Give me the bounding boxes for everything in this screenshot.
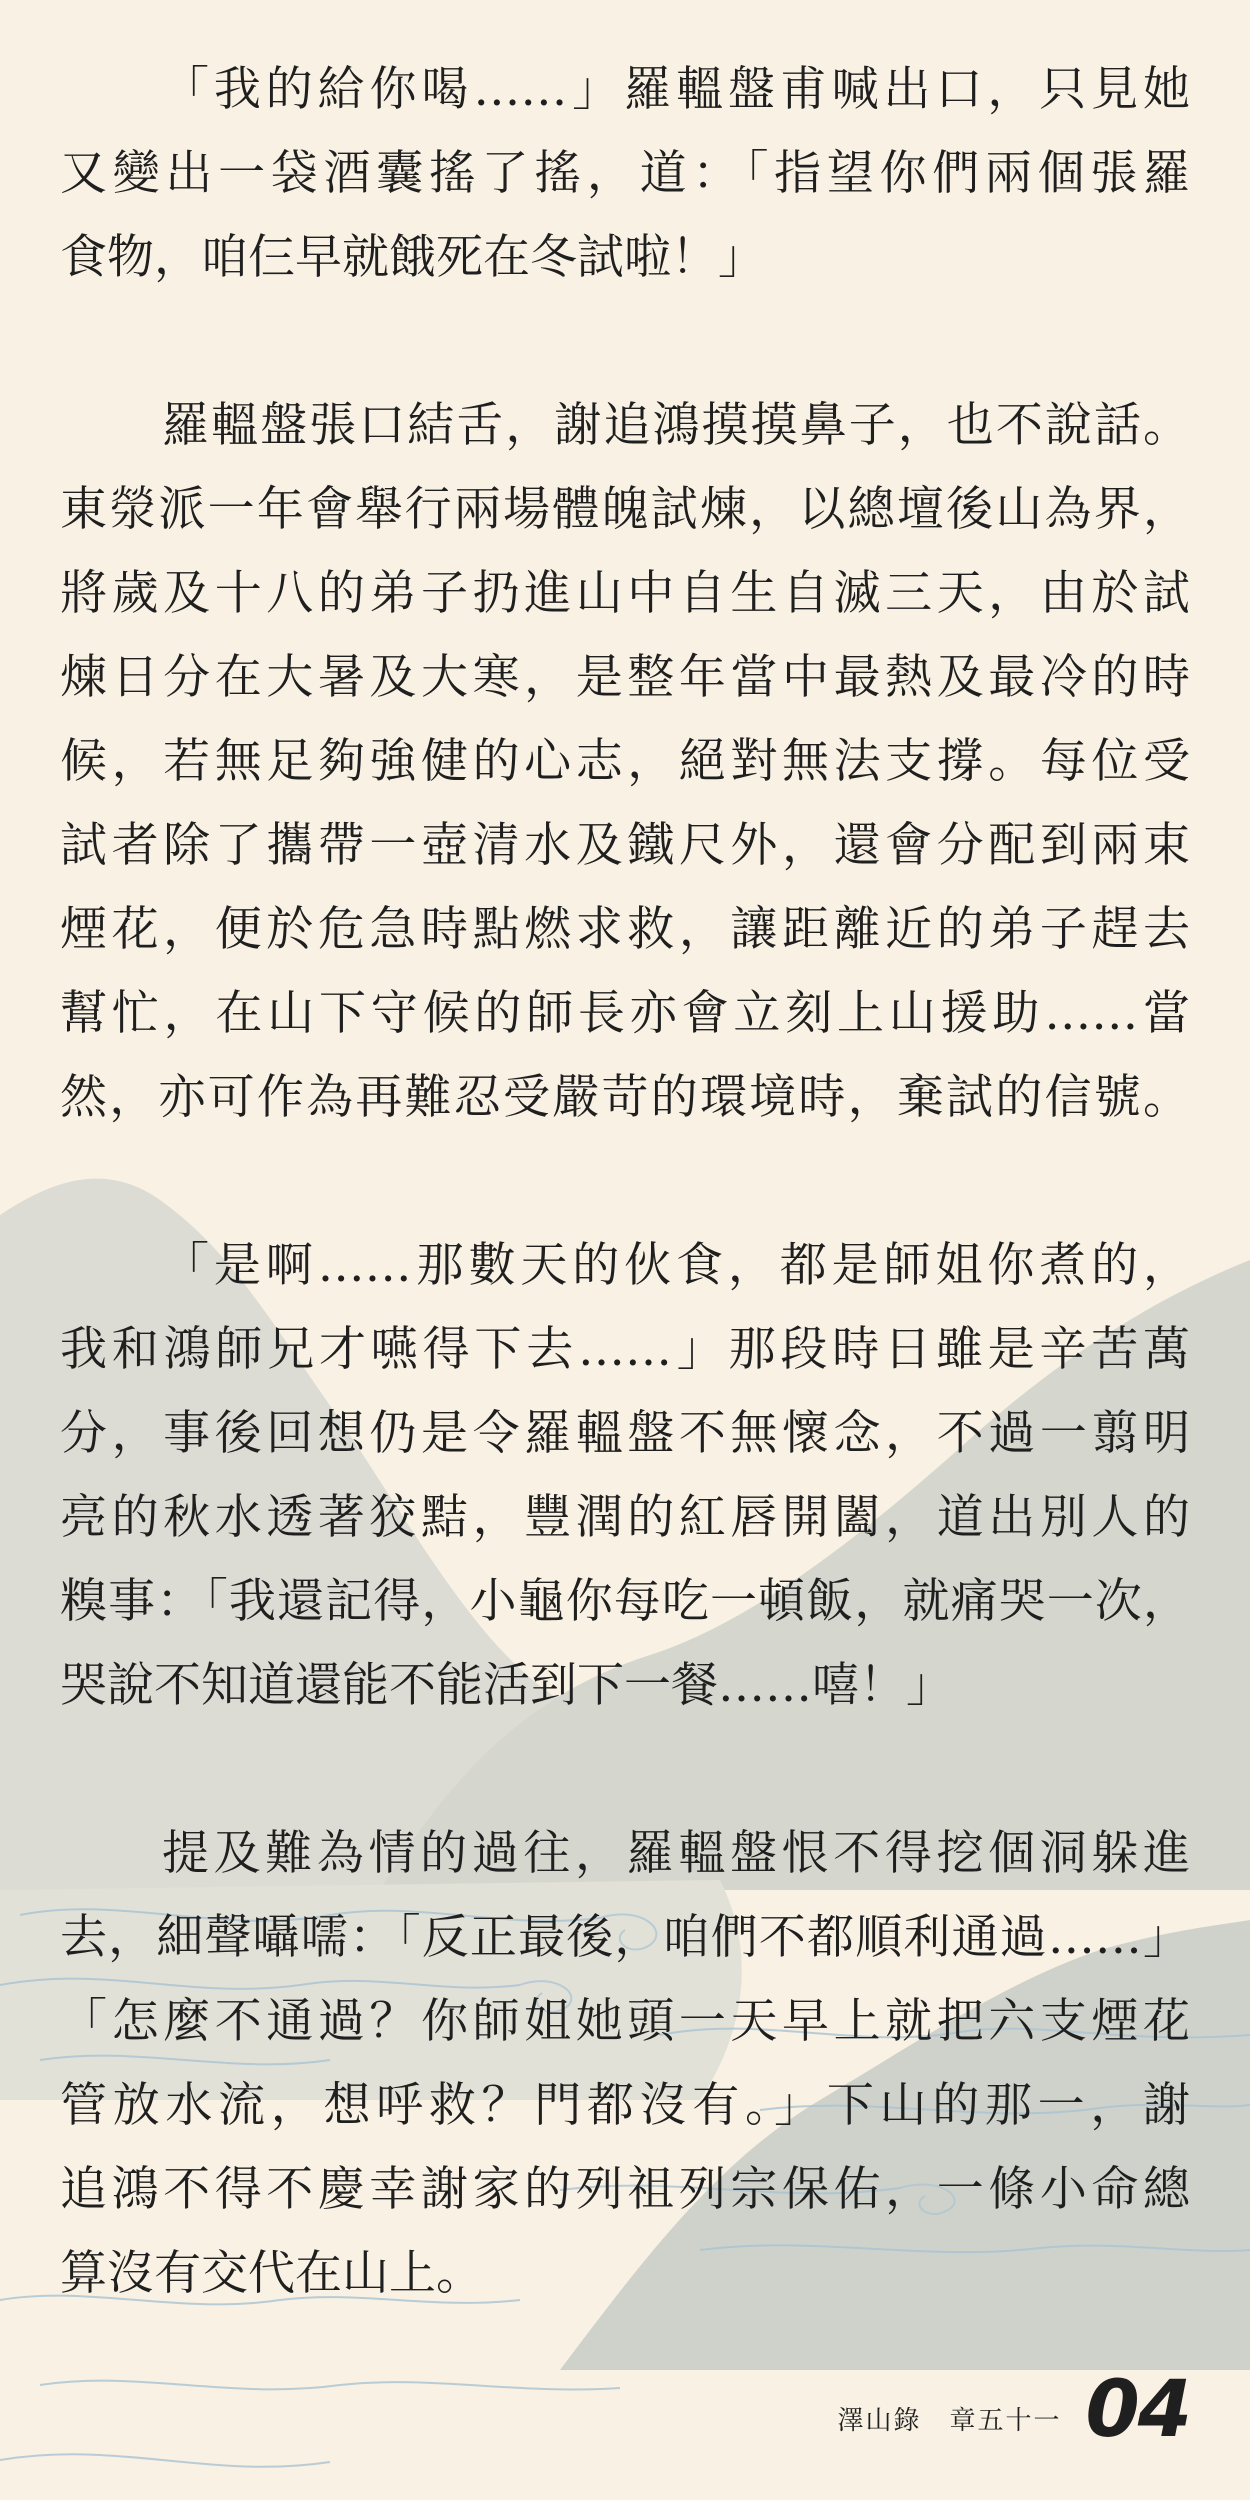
text-line: 糗事：「我還記得，小龜你每吃一頓飯，就痛哭一次， <box>60 1574 1190 1629</box>
text-line: 我和鴻師兄才嚥得下去……」那段時日雖是辛苦萬 <box>60 1322 1190 1377</box>
text-line: 「怎麼不通過？你師姐她頭一天早上就把六支煙花 <box>60 1994 1190 2049</box>
text-line: 哭說不知道還能不能活到下一餐……嘻！」 <box>60 1658 953 1713</box>
text-line: 管放水流，想呼救？門都沒有。」下山的那一，謝 <box>60 2078 1190 2133</box>
text-line: 去，細聲囁嚅：「反正最後，咱們不都順利通過……」 <box>60 1910 1190 1965</box>
text-line: 候，若無足夠強健的心志，絕對無法支撐。每位受 <box>60 734 1190 789</box>
text-line: 「是啊……那數天的伙食，都是師姐你煮的， <box>162 1238 1190 1293</box>
text-line: 「我的給你喝……」羅轀盤甫喊出口，只見她 <box>162 62 1190 117</box>
text-line: 提及難為情的過往，羅轀盤恨不得挖個洞躲進 <box>162 1826 1190 1881</box>
page-footer <box>837 2365 1190 2455</box>
article-body <box>60 48 1190 2316</box>
text-line: 食物，咱仨早就餓死在冬試啦！」 <box>60 230 765 285</box>
text-line: 然，亦可作為再難忍受嚴苛的環境時，棄試的信號。 <box>60 1070 1190 1125</box>
text-line: 試者除了攜帶一壺清水及鐵尺外，還會分配到兩束 <box>60 818 1190 873</box>
text-line: 東滎派一年會舉行兩場體魄試煉，以總壇後山為界， <box>60 482 1190 537</box>
text-line: 算沒有交代在山上。 <box>60 2246 483 2301</box>
chapter-label: 澤山錄 章五十一 <box>837 2406 1062 2436</box>
text-line: 煙花，便於危急時點燃求救，讓距離近的弟子趕去 <box>60 902 1190 957</box>
text-line: 追鴻不得不慶幸謝家的列祖列宗保佑，一條小命總 <box>60 2162 1190 2217</box>
text-line: 亮的秋水透著狡黠，豐潤的紅唇開闔，道出別人的 <box>60 1490 1190 1545</box>
text-line: 又變出一袋酒囊搖了搖，道：「指望你們兩個張羅 <box>60 146 1190 201</box>
text-line: 分，事後回想仍是令羅轀盤不無懷念，不過一翦明 <box>60 1406 1190 1461</box>
text-line: 煉日分在大暑及大寒，是整年當中最熱及最冷的時 <box>60 650 1190 705</box>
text-line: 羅轀盤張口結舌，謝追鴻摸摸鼻子，也不說話。 <box>162 398 1190 453</box>
text-line: 幫忙，在山下守候的師長亦會立刻上山援助……當 <box>60 986 1190 1041</box>
page-number: 04 <box>1085 2365 1190 2455</box>
text-line: 將歲及十八的弟子扔進山中自生自滅三天，由於試 <box>60 566 1190 621</box>
